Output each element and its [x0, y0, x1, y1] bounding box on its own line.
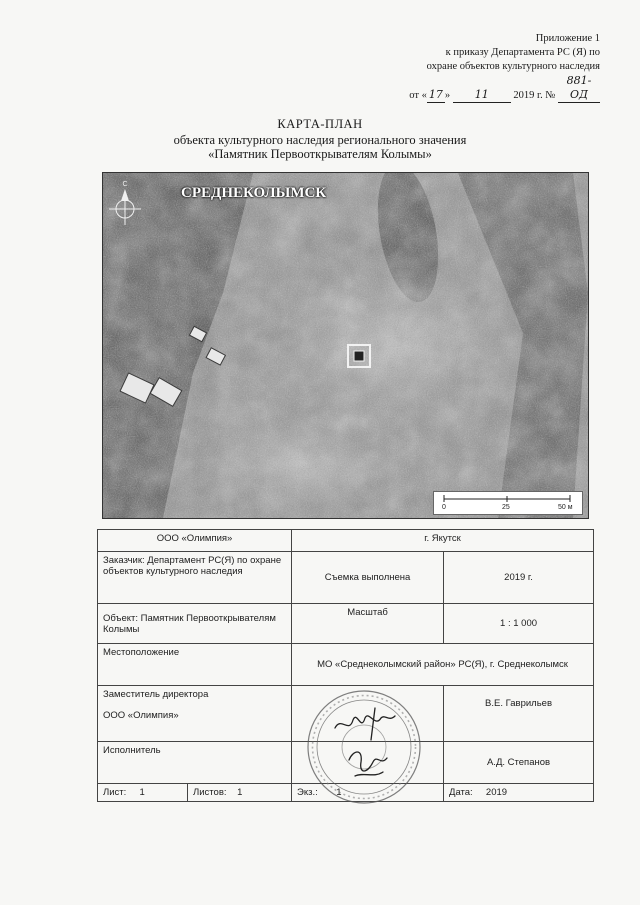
- executor-signature-cell: [292, 742, 444, 784]
- deputy-signature-cell: [292, 686, 444, 742]
- survey-year-cell: 2019 г.: [444, 552, 594, 604]
- sheet-label: Лист:: [103, 787, 127, 798]
- date-cell: [444, 784, 594, 802]
- sheets-label: Листов:: [193, 787, 227, 798]
- sheet-cell: [98, 784, 188, 802]
- location-value-cell: МО «Среднеколымский район» РС(Я), г. Среднеколымск: [292, 644, 594, 686]
- page-title: КАРТА-ПЛАН: [277, 117, 363, 131]
- map-place-label: СРЕДНЕКОЛЫМСК: [181, 185, 327, 201]
- scale-tick-0: 0: [442, 504, 446, 511]
- satellite-map: [102, 172, 589, 519]
- page-subtitle-2: «Памятник Первооткрывателям Колымы»: [208, 147, 432, 161]
- appendix-line-4: [350, 74, 600, 103]
- customer-cell: Заказчик: Департамент РС(Я) по охране объектов культурного наследия: [98, 552, 292, 604]
- object-cell: Объект: Памятник Первооткрывателям Колымы: [98, 604, 292, 644]
- sheet-value: 1: [139, 787, 145, 798]
- order-month: 11: [453, 88, 511, 103]
- copy-value: 1: [336, 787, 342, 798]
- satellite-image: [103, 173, 588, 518]
- appendix-line-1: Приложение 1: [535, 33, 600, 44]
- org-cell: ООО «Олимпия»: [98, 530, 292, 552]
- executor-label-cell: Исполнитель: [98, 742, 292, 784]
- date-quote-close: »: [444, 90, 451, 101]
- date-value: 2019: [485, 787, 508, 798]
- survey-label-cell: Съемка выполнена: [292, 552, 444, 604]
- city-cell: г. Якутск: [292, 530, 594, 552]
- appendix-line-3: охране объектов культурного наследия: [426, 61, 600, 72]
- scale-tick-25: 25: [502, 504, 510, 511]
- date-prefix: от «: [409, 90, 427, 101]
- order-year: 2019 г. №: [513, 90, 556, 101]
- deputy-cell: [98, 686, 292, 742]
- copy-cell: [292, 784, 444, 802]
- deputy-label: Заместитель директора: [103, 689, 209, 700]
- title-block-table: [97, 529, 594, 802]
- appendix-line-2: к приказу Департамента РС (Я) по: [445, 47, 600, 58]
- scale-tick-50: 50 м: [558, 504, 573, 511]
- scale-label-cell: Масштаб: [292, 604, 444, 644]
- scale-value-cell: 1 : 1 000: [444, 604, 594, 644]
- appendix-header: [350, 32, 600, 103]
- deputy-org: ООО «Олимпия»: [103, 710, 179, 721]
- date-label: Дата:: [449, 787, 473, 798]
- scale-bar: [433, 491, 583, 515]
- sheets-cell: [188, 784, 292, 802]
- deputy-name-cell: В.Е. Гаврильев: [444, 686, 594, 742]
- location-label-cell: Местоположение: [98, 644, 292, 686]
- sheets-value: 1: [237, 787, 243, 798]
- executor-name-cell: А.Д. Степанов: [444, 742, 594, 784]
- svg-text:С: С: [122, 181, 128, 188]
- copy-label: Экз.:: [297, 787, 318, 798]
- order-number: 881-ОД: [558, 74, 600, 103]
- order-day: 17: [428, 88, 443, 101]
- page-subtitle-1: объекта культурного наследия регионального значения: [173, 133, 467, 147]
